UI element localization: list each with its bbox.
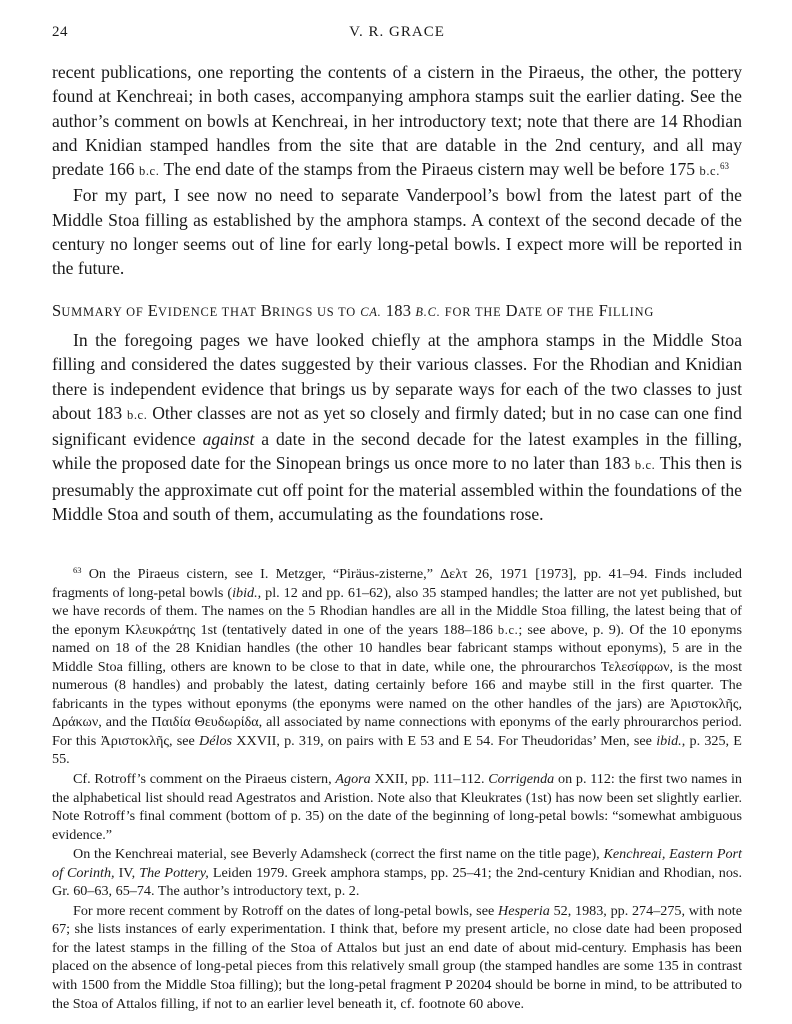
footnote-63: $^{63}$ On the Piraeus cistern, see I. Metzger, “Piräus-zisterne,” Δελτ 26, 1971 [1973], pp. 41–94. Finds included fragments of long-petal bowls (ibid., pl. 12 and pp. 61–62), also 35 stamped handles; the latter are not yet published, but we have records of them. The names on the 5 Rhodian handles are all in the Middle Stoa filling, the latest being that of the eponym Κλευκράτης 1st (tentatively dated in one of the years 188–186 b.c.; see above, p. 9). Of the 10 eponyms named on 18 of the 28 Knidian handles (the other 10 handles bear fabricant stamps without eponyms), 5 are in the Middle Stoa filling, others are known to be close to that in date, while one, the phrourarchos Τελεσίφρων, is the most numerous (8 handles) and probably the latest, dating certainly before 166 and maybe still in the first quarter. The fabricants in the types without eponyms (the eponyms were named on the other handles of the jars) are Ἀριστοκλῆς, Δράκων, and the Παιδία Θευδωρίδα, all associated by name connections with eponyms of the early phrourarchos period. For this Ἀριστοκλῆς, see Délos XXVII, p. 319, on pairs with E 53 and E 54. For Theudoridas’ Men, see ibid., p. 325, E 55.: [52, 565, 742, 768]
footnotes: [52, 565, 742, 1014]
page-number: 24: [52, 24, 68, 40]
paragraph-continuation: recent publications, one reporting the contents of a cistern in the Piraeus, the other, the pottery found at Kenchreai; in both cases, accompanying amphora stamps suit the earlier dating. See the author’s comment on bowls at Kenchreai, in her introductory text; note that there are 14 Rhodian and Knidian stamped handles from the site that are datable in the 2nd century, and all may predate 166 b.c. The end date of the stamps from the Piraeus cistern may well be before 175 b.c.$^{63}$: [52, 62, 742, 180]
emphasis-against: against: [202, 429, 255, 450]
main-text: [52, 60, 742, 526]
bc-abbrev: b.c.: [634, 458, 656, 473]
footnote-ref-63[interactable]: 63: [719, 161, 729, 172]
footnote-rotroff-piraeus: Cf. Rotroff’s comment on the Piraeus cistern, Agora XXII, pp. 111–112. Corrigenda on p. 112: the first two names in the alphabetical list should read Agestratos and Aristion. Note also that Kleukrates (1st) has now been set slightly earlier. Note Rotroff’s final comment (bottom of p. 35) on the date of the beginning of long-petal bowls: “somewhat ambiguous evidence.”: [52, 771, 742, 843]
footnote-kenchreai: On the Kenchreai material, see Beverly Adamsheck (correct the first name on the title page), Kenchreai, Eastern Port of Corinth, IV, The Pottery, Leiden 1979. Greek amphora stamps, pp. 25–41; the 2nd-century Knidian and Rhodian, nos. Gr. 60–63, 65–74. The author’s introductory text, p. 2.: [52, 846, 742, 900]
section-heading: SUMMARY OF EVIDENCE THAT BRINGS US TO CA. 183 B.C. FOR THE DATE OF THE FILLING: [52, 300, 655, 320]
running-head: V. R. GRACE: [349, 24, 445, 40]
bc-abbrev: b.c.: [699, 164, 720, 179]
footnote-number: 63: [73, 565, 82, 575]
bc-abbrev: b.c.: [138, 164, 160, 179]
paragraph-summary: In the foregoing pages we have looked chiefly at the amphora stamps in the Middle Stoa filling and considered the dates suggested by their various classes. For the Rhodian and Knidian there is independent evidence that brings us by separate ways for each of the two classes to just about 183 b.c. Other classes are not as yet so closely and firmly dated; but in no case can one find significant evidence against a date in the second decade for the latest examples in the filling, while the proposed date for the Sinopean brings us once more to no later than 183 b.c. This then is presumably the approximate cut off point for the material assembled within the foundations of the Middle Stoa and south of them, accumulating as the foundations rose.: [52, 329, 742, 525]
bc-abbrev: b.c.: [497, 622, 519, 637]
paragraph-vanderpool: For my part, I see now no need to separate Vanderpool’s bowl from the latest part of the Middle Stoa filling as established by the amphora stamps. A context of the second decade of the century no longer seems out of line for early long-petal bowls. I expect more will be reported in the future.: [52, 185, 742, 279]
page-header: [52, 24, 742, 48]
footnote-hesperia: For more recent comment by Rotroff on the dates of long-petal bowls, see Hesperia 52, 1983, pp. 274–275, with note 67; she lists instances of early experimentation. I think that, before my present article, no close date had been proposed for the latest stamps in the filling of the Stoa of Attalos but just an end date of about mid-century. Emphasis has been placed on the absence of long-petal pieces from this relatively small group (the stamped handles are some 135 in contrast with 1500 from the Middle Stoa filling); but the long-petal fragment P 20204 should be borne in mind, to be attributed to the Stoa of Attalos filling, if not to an earlier level beneath it, cf. footnote 60 above.: [52, 902, 742, 1012]
bc-abbrev: b.c.: [126, 407, 148, 422]
